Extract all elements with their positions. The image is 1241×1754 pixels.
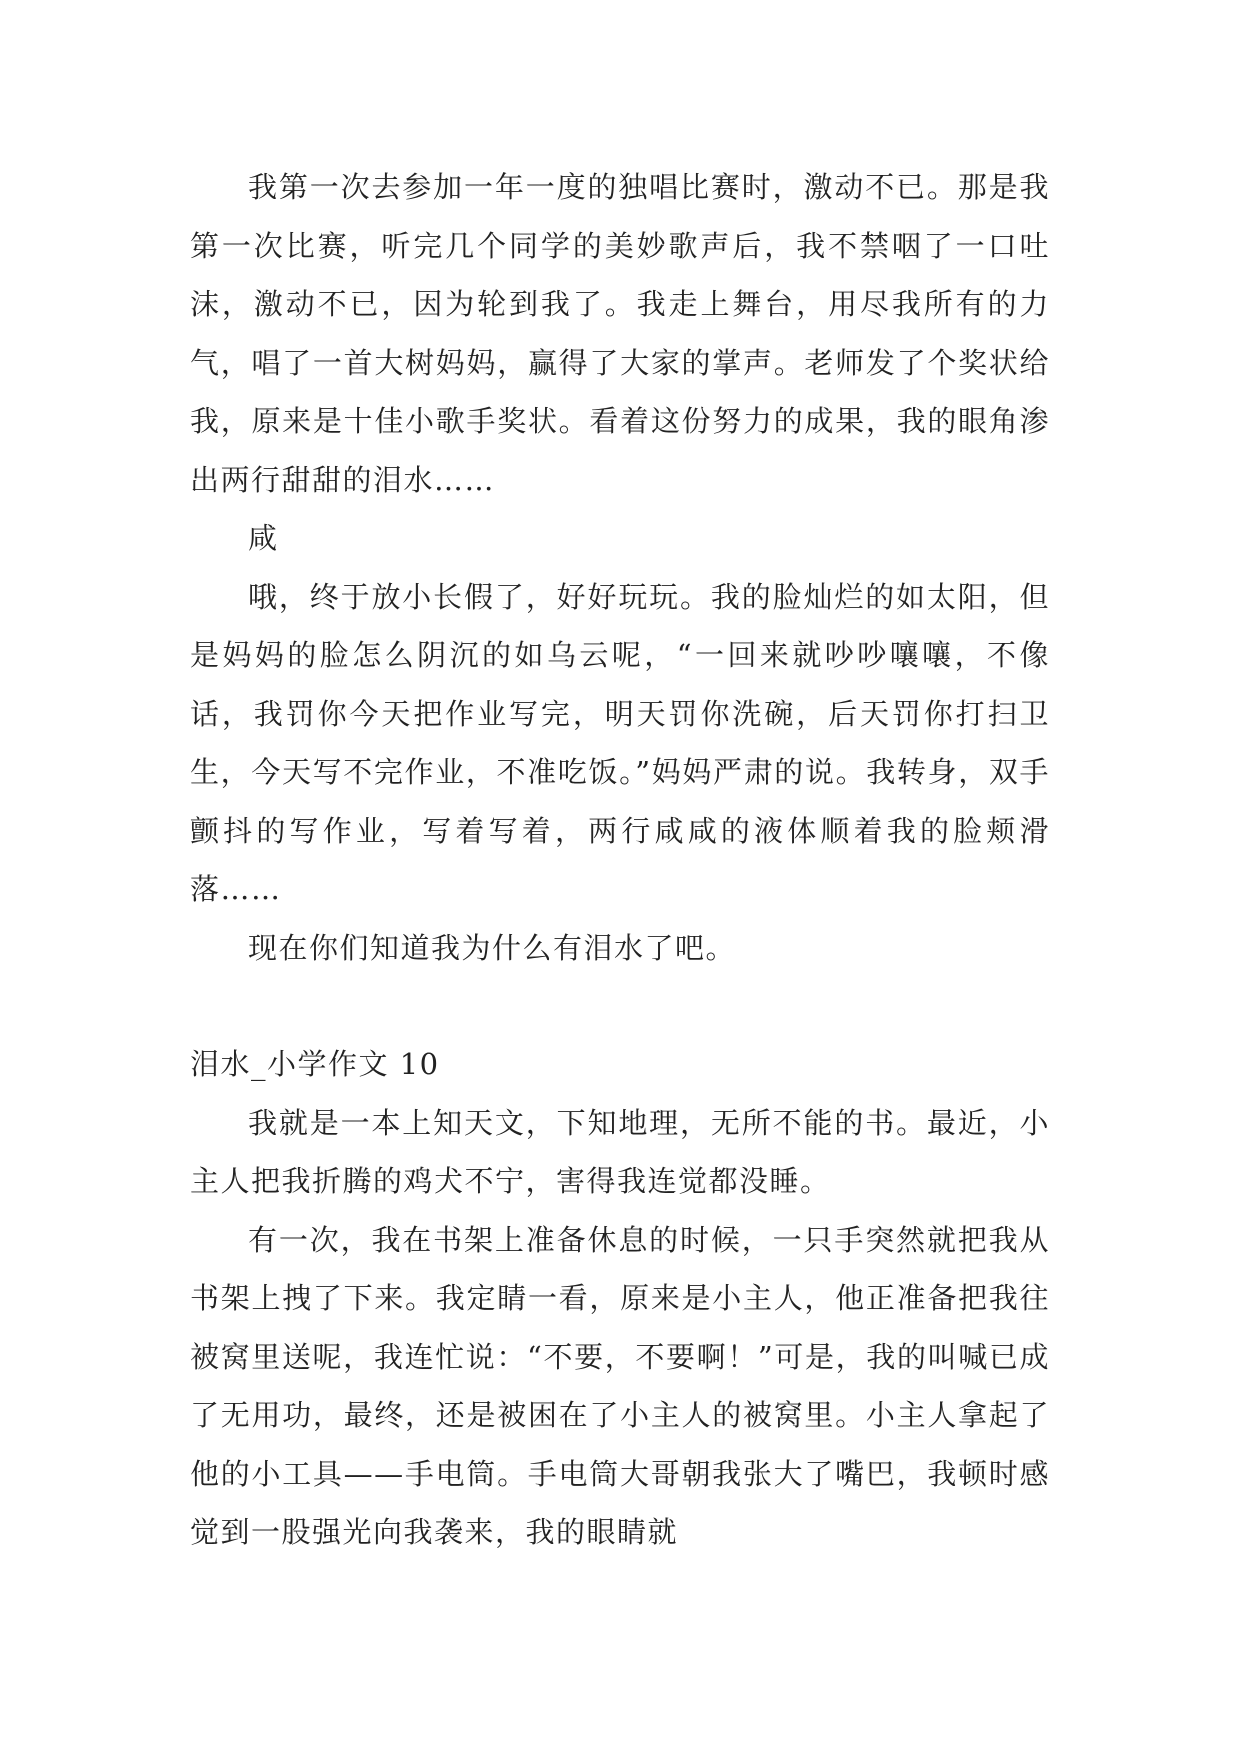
paragraph-singing-contest: 我第一次去参加一年一度的独唱比赛时，激动不已。那是我第一次比赛，听完几个同学的美妙歌声后，我不禁咽了一口吐沫，激动不已，因为轮到我了。我走上舞台，用尽我所有的力气，唱了一首大树妈妈，赢得了大家的掌声。老师发了个奖状给我，原来是十佳小歌手奖状。看着这份努力的成果，我的眼角渗出两行甜甜的泪水…… xyxy=(190,170,1050,497)
section-title: 泪水_小学作文 10 xyxy=(190,1047,440,1081)
paragraph-book-intro: 我就是一本上知天文，下知地理，无所不能的书。最近，小主人把我折腾的鸡犬不宁，害得我连觉都没睡。 xyxy=(190,1105,1050,1198)
paragraph-long-holiday: 哦，终于放小长假了，好好玩玩。我的脸灿烂的如太阳，但是妈妈的脸怎么阴沉的如乌云呢，“一回来就吵吵嚷嚷，不像话，我罚你今天把作业写完，明天罚你洗碗，后天罚你打扫卫生，今天写不完作业，不准吃饭。”妈妈严肃的说。我转身，双手颤抖的写作业，写着写着，两行咸咸的液体顺着我的脸颊滑落…… xyxy=(190,579,1050,906)
section-spacer xyxy=(190,977,1050,1035)
paragraph-salty-heading: 咸 xyxy=(248,521,279,555)
paragraph-conclusion: 现在你们知道我为什么有泪水了吧。 xyxy=(248,930,737,965)
paragraph-flashlight: 有一次，我在书架上准备休息的时候，一只手突然就把我从书架上拽了下来。我定睛一看，原来是小主人，他正准备把我往被窝里送呢，我连忙说：“不要，不要啊！”可是，我的叫喊已成了无用功，最终，还是被困在了小主人的被窝里。小主人拿起了他的小工具——手电筒。手电筒大哥朝我张大了嘴巴，我顿时感觉到一股强光向我袭来，我的眼睛就 xyxy=(190,1222,1050,1549)
document-page xyxy=(190,158,1050,1562)
